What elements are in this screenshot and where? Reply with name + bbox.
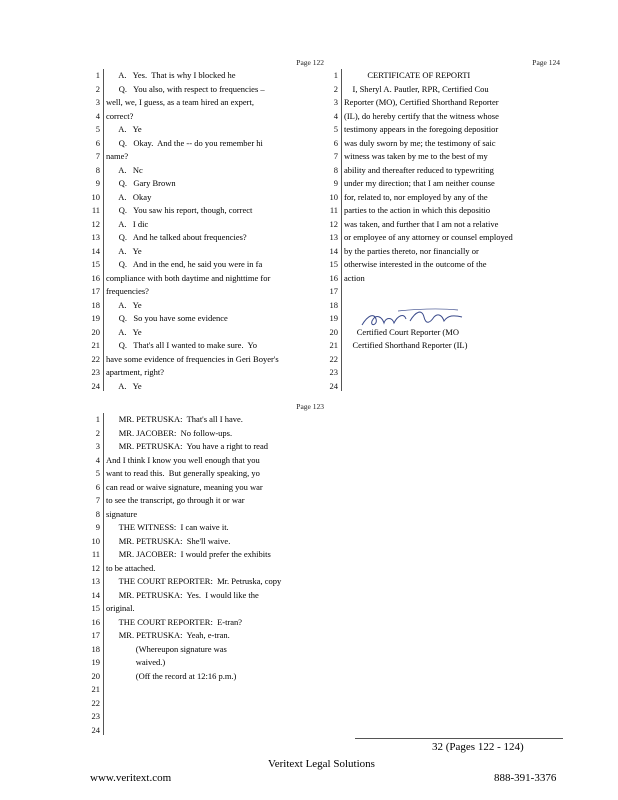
- line-number: 2: [333, 83, 338, 94]
- transcript-line: [328, 204, 556, 218]
- line-number: 12: [91, 562, 100, 573]
- line-text: otherwise interested in the outcome of the: [344, 259, 487, 269]
- line-number: 10: [91, 191, 100, 202]
- transcript-line: [90, 177, 316, 191]
- transcript-line: [90, 218, 316, 232]
- line-text: correct?: [106, 110, 134, 121]
- line-text: witness was taken by me to the best of my: [344, 151, 488, 161]
- transcript-line: [90, 164, 316, 178]
- transcript-line: [328, 177, 556, 191]
- line-text: have some evidence of frequencies in Geri Boyer's: [106, 353, 279, 364]
- line-number: 24: [91, 724, 100, 735]
- line-number: 9: [95, 522, 100, 532]
- line-number: 16: [91, 616, 100, 627]
- line-text: THE COURT REPORTER: E-tran?: [106, 616, 243, 627]
- line-text: A. Ye: [106, 299, 142, 310]
- line-number: 6: [95, 481, 100, 492]
- transcript-line: [90, 575, 316, 589]
- line-number: 7: [95, 151, 100, 161]
- line-number: 15: [91, 603, 100, 613]
- company-website: www.veritext.com: [90, 772, 172, 784]
- line-text: Q. Gary Brown: [106, 178, 176, 188]
- line-number: 5: [333, 124, 338, 134]
- transcript-line: [90, 427, 316, 441]
- line-text: (Whereupon signature was: [106, 643, 227, 654]
- line-text: ability and thereafter reduced to typewriting: [344, 164, 494, 175]
- transcript-line: [328, 110, 556, 124]
- line-number: 4: [333, 110, 338, 121]
- line-text: A. Okay: [106, 191, 152, 202]
- transcript-line: [328, 137, 556, 151]
- line-text: I, Sheryl A. Pautler, RPR, Certified Cou: [344, 83, 489, 94]
- line-text: THE COURT REPORTER: Mr. Petruska, copy: [106, 576, 282, 586]
- transcript-line: [90, 562, 316, 576]
- line-text: was taken, and further that I am not a relative: [344, 218, 499, 229]
- line-number: 23: [91, 711, 100, 721]
- line-text: Reporter (MO), Certified Shorthand Reporter: [344, 97, 499, 107]
- transcript-line: [328, 96, 556, 110]
- line-number: 9: [95, 178, 100, 188]
- transcript-line: [90, 589, 316, 603]
- line-text: frequencies?: [106, 286, 149, 296]
- transcript-line: [90, 481, 316, 495]
- transcript-line: [90, 656, 316, 670]
- transcript-line: [90, 299, 316, 313]
- line-number: 15: [329, 259, 338, 269]
- transcript-line: [328, 380, 556, 394]
- transcript-page-123: [90, 399, 330, 739]
- transcript-line: [328, 285, 556, 299]
- transcript-line: [328, 353, 556, 367]
- line-number: 18: [91, 299, 100, 310]
- line-number: 12: [329, 218, 338, 229]
- line-number: 14: [91, 589, 100, 600]
- transcript-line: [90, 629, 316, 643]
- line-text: MR. PETRUSKA: You have a right to read: [106, 441, 268, 451]
- transcript-line: [90, 616, 316, 630]
- line-text: to be attached.: [106, 562, 156, 573]
- transcript-line: [90, 69, 316, 83]
- line-number: 18: [329, 299, 338, 310]
- transcript-line: [90, 272, 316, 286]
- transcript-line: [90, 467, 316, 481]
- line-number: 19: [329, 313, 338, 323]
- line-number: 19: [91, 657, 100, 667]
- line-number: 1: [333, 70, 338, 80]
- line-number: 15: [91, 259, 100, 269]
- transcript-line: [90, 150, 316, 164]
- transcript-line: [90, 245, 316, 259]
- line-text: A. Ye: [106, 245, 142, 256]
- transcript-line: [90, 191, 316, 205]
- transcript-line: [90, 494, 316, 508]
- line-number: 21: [91, 684, 100, 694]
- line-text: A. Ye: [106, 326, 142, 337]
- line-text: Q. Okay. And the -- do you remember hi: [106, 137, 263, 148]
- line-text: original.: [106, 603, 135, 613]
- line-number: 1: [95, 70, 100, 80]
- transcript-line: [90, 602, 316, 616]
- line-text: (IL), do hereby certify that the witness whose: [344, 110, 499, 121]
- transcript-line: [90, 454, 316, 468]
- footer-rule: [355, 738, 563, 739]
- line-text: Q. You saw his report, though, correct: [106, 205, 253, 215]
- line-number: 14: [91, 245, 100, 256]
- line-number: 11: [329, 205, 338, 215]
- line-number: 23: [91, 367, 100, 377]
- line-number: 16: [329, 272, 338, 283]
- line-text: Q. And in the end, he said you were in fa: [106, 259, 263, 269]
- transcript-line: [90, 137, 316, 151]
- transcript-page-122: [90, 55, 330, 395]
- line-text: MR. JACOBER: I would prefer the exhibits: [106, 549, 271, 559]
- line-text: to see the transcript, go through it or war: [106, 495, 245, 505]
- transcript-line: [90, 440, 316, 454]
- company-name: Veritext Legal Solutions: [268, 758, 375, 770]
- line-number: 8: [95, 508, 100, 519]
- transcript-line: [90, 643, 316, 657]
- line-text: A. Nc: [106, 164, 143, 175]
- line-text: parties to the action in which this depositio: [344, 205, 491, 215]
- line-number: 13: [329, 232, 338, 242]
- transcript-line: [90, 110, 316, 124]
- line-text: Q. That's all I wanted to make sure. Yo: [106, 340, 258, 350]
- transcript-line: [90, 380, 316, 394]
- transcript-line: [90, 204, 316, 218]
- line-number: 2: [95, 83, 100, 94]
- line-text: compliance with both daytime and nighttime for: [106, 272, 271, 283]
- line-number: 8: [333, 164, 338, 175]
- line-text: MR. JACOBER: No follow-ups.: [106, 427, 233, 438]
- transcript-line: [90, 258, 316, 272]
- line-number: 13: [91, 232, 100, 242]
- line-number: 22: [91, 697, 100, 708]
- transcript-line: [328, 164, 556, 178]
- line-number: 3: [333, 97, 338, 107]
- transcript-line: [328, 69, 556, 83]
- transcript-line: [328, 218, 556, 232]
- transcript-line: [90, 683, 316, 697]
- line-number: 8: [95, 164, 100, 175]
- transcript-line: [90, 326, 316, 340]
- line-text: signature: [106, 508, 138, 519]
- line-text: Q. So you have some evidence: [106, 313, 228, 323]
- transcript-line: [90, 710, 316, 724]
- line-number: 7: [333, 151, 338, 161]
- line-number: 9: [333, 178, 338, 188]
- line-number: 13: [91, 576, 100, 586]
- line-number: 17: [91, 630, 100, 640]
- line-text: Certified Shorthand Reporter (IL): [344, 340, 468, 350]
- line-number: 22: [329, 353, 338, 364]
- line-number: 12: [91, 218, 100, 229]
- line-text: testimony appears in the foregoing depositior: [344, 124, 499, 134]
- transcript-line: [328, 150, 556, 164]
- transcript-line: [90, 548, 316, 562]
- transcript-line: [90, 83, 316, 97]
- line-number: 5: [95, 468, 100, 478]
- line-number: 5: [95, 124, 100, 134]
- transcript-line: [90, 123, 316, 137]
- line-number: 22: [91, 353, 100, 364]
- line-text: Q. And he talked about frequencies?: [106, 232, 247, 242]
- transcript-line: [90, 353, 316, 367]
- line-text: Certified Court Reporter (MO: [344, 326, 459, 337]
- line-number: 20: [91, 670, 100, 681]
- line-number: 17: [91, 286, 100, 296]
- transcript-line: [90, 535, 316, 549]
- line-number: 3: [95, 97, 100, 107]
- line-text: (Off the record at 12:16 p.m.): [106, 670, 237, 681]
- transcript-line: [328, 231, 556, 245]
- line-text: by the parties thereto, nor financially or: [344, 245, 479, 256]
- line-number: 2: [95, 427, 100, 438]
- line-text: MR. PETRUSKA: Yeah, e-tran.: [106, 630, 230, 640]
- transcript-line: [90, 339, 316, 353]
- page-number-label: Page 124: [532, 58, 560, 67]
- line-number: 4: [95, 454, 100, 465]
- line-number: 3: [95, 441, 100, 451]
- transcript-line: [328, 272, 556, 286]
- transcript-page-124: [328, 55, 568, 395]
- line-number: 18: [91, 643, 100, 654]
- line-number: 24: [91, 380, 100, 391]
- line-text: apartment, right?: [106, 367, 165, 377]
- transcript-line: [328, 366, 556, 380]
- line-text: for, related to, nor employed by any of the: [344, 191, 488, 202]
- transcript-line: [90, 670, 316, 684]
- line-text: name?: [106, 151, 129, 161]
- line-number: 17: [329, 286, 338, 296]
- line-number: 14: [329, 245, 338, 256]
- company-phone: 888-391-3376: [494, 772, 557, 784]
- line-text: MR. PETRUSKA: She'll waive.: [106, 535, 231, 546]
- page-range-label: 32 (Pages 122 - 124): [432, 741, 524, 753]
- transcript-line: [90, 96, 316, 110]
- line-text: waived.): [106, 657, 166, 667]
- line-number: 10: [329, 191, 338, 202]
- line-text: THE WITNESS: I can waive it.: [106, 522, 229, 532]
- line-number: 7: [95, 495, 100, 505]
- line-text: or employee of any attorney or counsel employed: [344, 232, 513, 242]
- line-number: 19: [91, 313, 100, 323]
- transcript-line: [90, 413, 316, 427]
- line-text: A. Yes. That is why I blocked he: [106, 70, 236, 80]
- line-number: 11: [91, 205, 100, 215]
- line-number: 21: [91, 340, 100, 350]
- transcript-line: [90, 521, 316, 535]
- line-text: A. Ye: [106, 124, 142, 134]
- line-number: 1: [95, 414, 100, 424]
- line-number: 4: [95, 110, 100, 121]
- transcript-line: [90, 508, 316, 522]
- transcript-line: [328, 339, 556, 353]
- line-number: 20: [329, 326, 338, 337]
- reporter-signature-image: [358, 305, 468, 331]
- line-number: 20: [91, 326, 100, 337]
- line-text: want to read this. But generally speaking, yo: [106, 468, 260, 478]
- transcript-line: [328, 258, 556, 272]
- line-text: A. Ye: [106, 380, 142, 391]
- line-number: 16: [91, 272, 100, 283]
- transcript-line: [90, 285, 316, 299]
- line-number: 21: [329, 340, 338, 350]
- transcript-line: [328, 245, 556, 259]
- transcript-line: [328, 191, 556, 205]
- line-text: can read or waive signature, meaning you war: [106, 481, 263, 492]
- line-text: well, we, I guess, as a team hired an expert,: [106, 97, 254, 107]
- transcript-line: [328, 123, 556, 137]
- line-text: action: [344, 272, 365, 283]
- line-text: And I think I know you well enough that you: [106, 454, 260, 465]
- line-text: MR. PETRUSKA: That's all I have.: [106, 414, 243, 424]
- line-number: 6: [333, 137, 338, 148]
- page-number-label: Page 123: [296, 402, 324, 411]
- line-text: Q. You also, with respect to frequencies –: [106, 83, 265, 94]
- line-text: MR. PETRUSKA: Yes. I would like the: [106, 589, 259, 600]
- line-number: 10: [91, 535, 100, 546]
- line-number: 11: [91, 549, 100, 559]
- transcript-line: [90, 724, 316, 738]
- page-number-label: Page 122: [296, 58, 324, 67]
- transcript-line: [90, 312, 316, 326]
- line-number: 23: [329, 367, 338, 377]
- transcript-line: [90, 697, 316, 711]
- transcript-line: [328, 83, 556, 97]
- line-text: A. I dic: [106, 218, 149, 229]
- line-number: 24: [329, 380, 338, 391]
- line-text: under my direction; that I am neither counse: [344, 178, 495, 188]
- transcript-line: [90, 231, 316, 245]
- line-text: CERTIFICATE OF REPORTI: [344, 70, 471, 80]
- line-number: 6: [95, 137, 100, 148]
- transcript-line: [90, 366, 316, 380]
- line-text: was duly sworn by me; the testimony of saic: [344, 137, 496, 148]
